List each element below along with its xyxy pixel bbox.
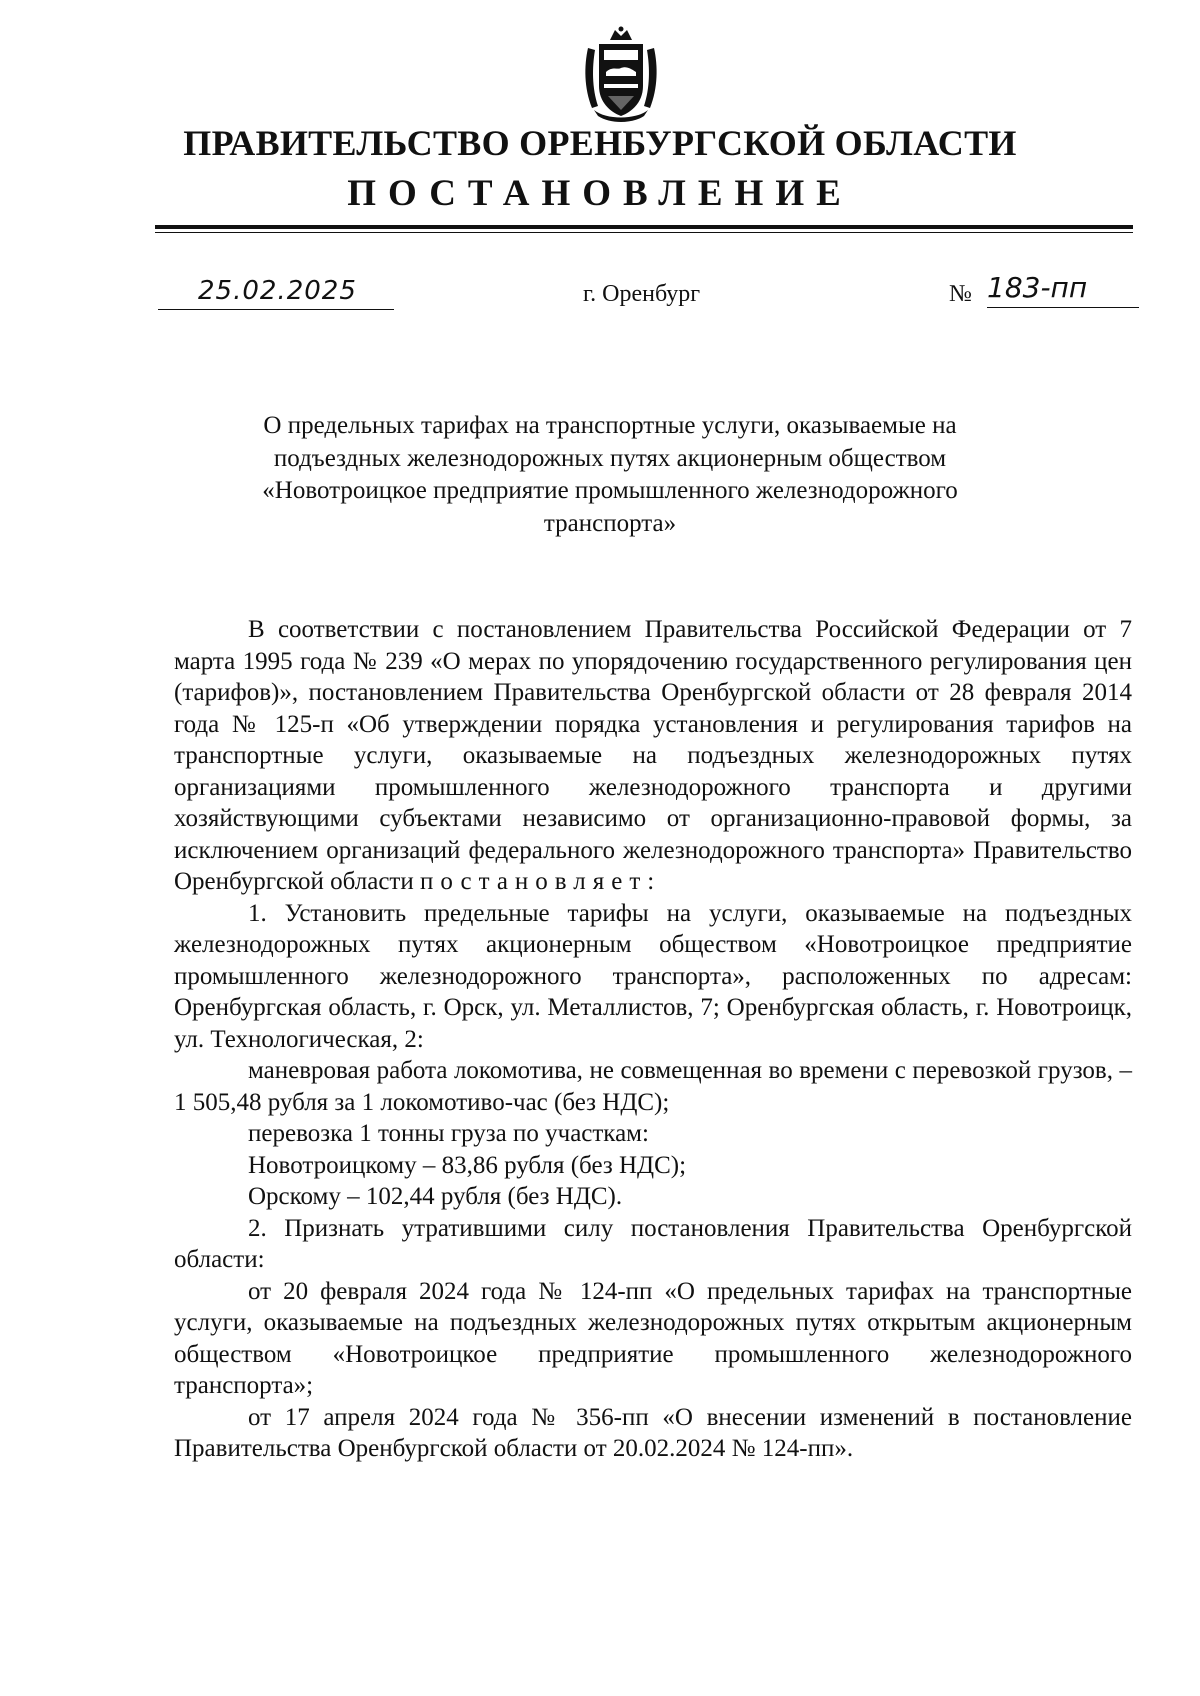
body-paragraph: Новотроицкому – 83,86 рубля (без НДС); bbox=[248, 1151, 687, 1179]
body-paragraph: 2. Признать утратившими силу постановления Правительства Оренбургской области: bbox=[174, 1214, 1132, 1273]
date-field bbox=[158, 276, 394, 316]
number-underline bbox=[987, 307, 1139, 308]
body-paragraph: маневровая работа локомотива, не совмещенная во времени с перевозкой грузов, – 1 505,48 рубля за 1 локомотиво-час (без НДС); bbox=[174, 1057, 1132, 1116]
number-sign: № bbox=[949, 281, 972, 307]
body-paragraph: от 20 февраля 2024 года № 124-пп «О предельных тарифах на транспортные услуги, оказываемые на подъездных железнодорожных путях открытым акционерным обществом «Новотроицкое предприятие промышленного железнодорожного транспорта»; bbox=[174, 1277, 1132, 1399]
document-subject: О предельных тарифах на транспортные услуги, оказываемые на подъездных железнодорожных путях акционерным обществом «Новотроицкое предприятие промышленного железнодорожного транспорта» bbox=[262, 412, 958, 537]
number-field bbox=[949, 271, 1139, 313]
organization-title: ПРАВИТЕЛЬСТВО ОРЕНБУРГСКОЙ ОБЛАСТИ bbox=[183, 123, 1017, 163]
body-paragraph: перевозка 1 тонны груза по участкам: bbox=[248, 1120, 649, 1147]
city-label: г. Оренбург bbox=[583, 281, 701, 307]
header-rule-thick bbox=[155, 225, 1133, 229]
handwritten-number: 183-пп bbox=[987, 271, 1088, 304]
body-paragraph: Орскому – 102,44 рубля (без НДС). bbox=[248, 1183, 623, 1210]
body-paragraph: 1. Установить предельные тарифы на услуги, оказываемые на подъездных железнодорожных путях акционерным обществом «Новотроицкое предприятие промышленного железнодорожного транспорта», расположенных по адресам: Оренбургская область, г. Орск, ул. Металлистов, 7; Оренбургская область, г. Новотроицк, ул. Технологическая, 2: bbox=[174, 899, 1132, 1053]
preamble-text: В соответствии с постановлением Правительства Российской Федерации от 7 марта 1995 года № 239 «О мерах по упорядочению государственного регулирования цен (тарифов)», постановлением Правительства Оренбургской области от 28 февраля 2014 года № 125-п «Об утверждении порядка установления и регулирования тарифов на транспортные услуги, оказываемые на подъездных железнодорожных путях организациями промышленного железнодорожного транспорта и другими хозяйствующими субъектами независимо от организационно-правовой формы, за исключением организаций федерального железнодорожного транспорта» Правительство Оренбургской области bbox=[174, 616, 1132, 895]
body-paragraph: от 17 апреля 2024 года № 356-пп «О внесении изменений в постановление Правительства Оренбургской области от 20.02.2024 № 124-пп». bbox=[174, 1403, 1132, 1462]
document-type-title: ПОСТАНОВЛЕНИЕ bbox=[347, 173, 853, 214]
resolves-word: постановляет: bbox=[419, 868, 662, 895]
date-underline bbox=[158, 309, 394, 310]
handwritten-date: 25.02.2025 bbox=[198, 276, 357, 306]
document-body bbox=[174, 614, 1132, 1465]
preamble-paragraph bbox=[174, 614, 1132, 898]
coat-of-arms-icon bbox=[582, 26, 660, 122]
header-rule-thin bbox=[155, 232, 1133, 233]
